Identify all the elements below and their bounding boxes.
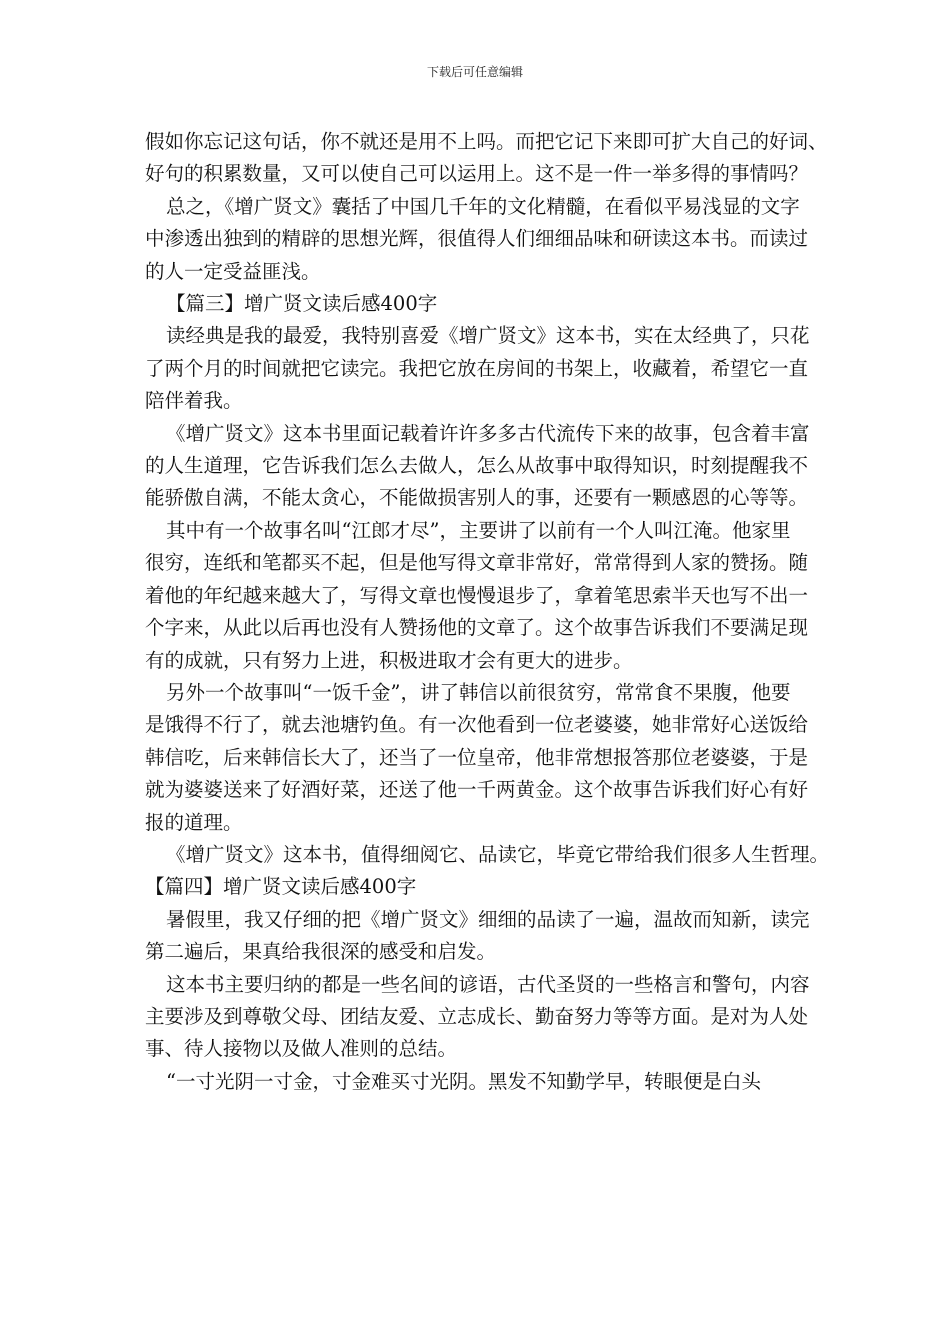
- text-line: 假如你忘记这句话，你不就还是用不上吗。而把它记下来即可扩大自己的好词、: [145, 130, 828, 153]
- text-line: 暑假里，我又仔细的把《增广贤文》细细的品读了一遍，温故而知新，读完: [166, 907, 810, 931]
- text-line: 《增广贤文》这本书，值得细阅它、品读它，毕竟它带给我们很多人生哲理。: [166, 842, 830, 866]
- text-line: 主要涉及到尊敬父母、团结友爱、立志成长、勤奋努力等等方面。是对为人处: [145, 1004, 809, 1028]
- text-line: 个字来，从此以后再也没有人赞扬他的文章了。这个故事告诉我们不要满足现: [145, 616, 809, 640]
- text-line: 就为婆婆送来了好酒好菜，还送了他一千两黄金。这个故事告诉我们好心有好: [145, 778, 809, 802]
- text-line: 读经典是我的最爱，我特别喜爱《增广贤文》这本书，实在太经典了，只花: [166, 324, 810, 348]
- text-line: 的人生道理，它告诉我们怎么去做人，怎么从故事中取得知识，时刻提醒我不: [145, 454, 809, 478]
- text-line: 着他的年纪越来越大了，写得文章也慢慢退步了，拿着笔思索半天也写不出一: [145, 583, 809, 607]
- text-line: 事、待人接物以及做人准则的总结。: [145, 1037, 458, 1061]
- text-line: 第二遍后，果真给我很深的感受和启发。: [145, 940, 497, 964]
- text-line: 很穷，连纸和笔都买不起，但是他写得文章非常好，常常得到人家的赞扬。随: [145, 551, 809, 575]
- section-heading: 【篇四】增广贤文读后感400字: [145, 875, 417, 899]
- text-line: 有的成就，只有努力上进，积极进取才会有更大的进步。: [145, 648, 633, 672]
- text-line: “一寸光阴一寸金，寸金难买寸光阴。黑发不知勤学早，转眼便是白头: [166, 1069, 761, 1093]
- text-line: 中渗透出独到的精辟的思想光辉，很值得人们细细品味和研读这本书。而读过: [145, 227, 809, 251]
- text-line: 总之，《增广贤文》囊括了中国几千年的文化精髓，在看似平易浅显的文字: [166, 194, 800, 218]
- text-line: 的人一定受益匪浅。: [145, 259, 321, 283]
- text-line: 报的道理。: [145, 810, 243, 834]
- text-line: 好句的积累数量，又可以使自己可以运用上。这不是一件一举多得的事情吗？: [145, 162, 809, 186]
- text-line: 《增广贤文》这本书里面记载着许许多多古代流传下来的故事，包含着丰富: [166, 421, 810, 445]
- document-body: [145, 126, 830, 1098]
- text-line: 是饿得不行了，就去池塘钓鱼。有一次他看到一位老婆婆，她非常好心送饭给: [145, 713, 809, 737]
- text-line: 能骄傲自满，不能太贪心，不能做损害别人的事，还要有一颗感恩的心等等。: [145, 486, 809, 510]
- text-line: 了两个月的时间就把它读完。我把它放在房间的书架上，收藏着，希望它一直: [145, 356, 809, 380]
- text-line: 另外一个故事叫“一饭千金”，讲了韩信以前很贫穷，常常食不果腹，他要: [166, 680, 791, 704]
- page-header: 下载后可任意编辑: [426, 65, 523, 79]
- text-line: 其中有一个故事名叫“江郎才尽”，主要讲了以前有一个人叫江淹。他家里: [166, 518, 791, 542]
- text-line: 这本书主要归纳的都是一些名间的谚语，古代圣贤的一些格言和警句，内容: [166, 972, 810, 996]
- section-heading: 【篇三】增广贤文读后感400字: [166, 292, 438, 316]
- text-line: 韩信吃，后来韩信长大了，还当了一位皇帝，他非常想报答那位老婆婆，于是: [145, 745, 809, 769]
- text-line: 陪伴着我。: [145, 389, 243, 413]
